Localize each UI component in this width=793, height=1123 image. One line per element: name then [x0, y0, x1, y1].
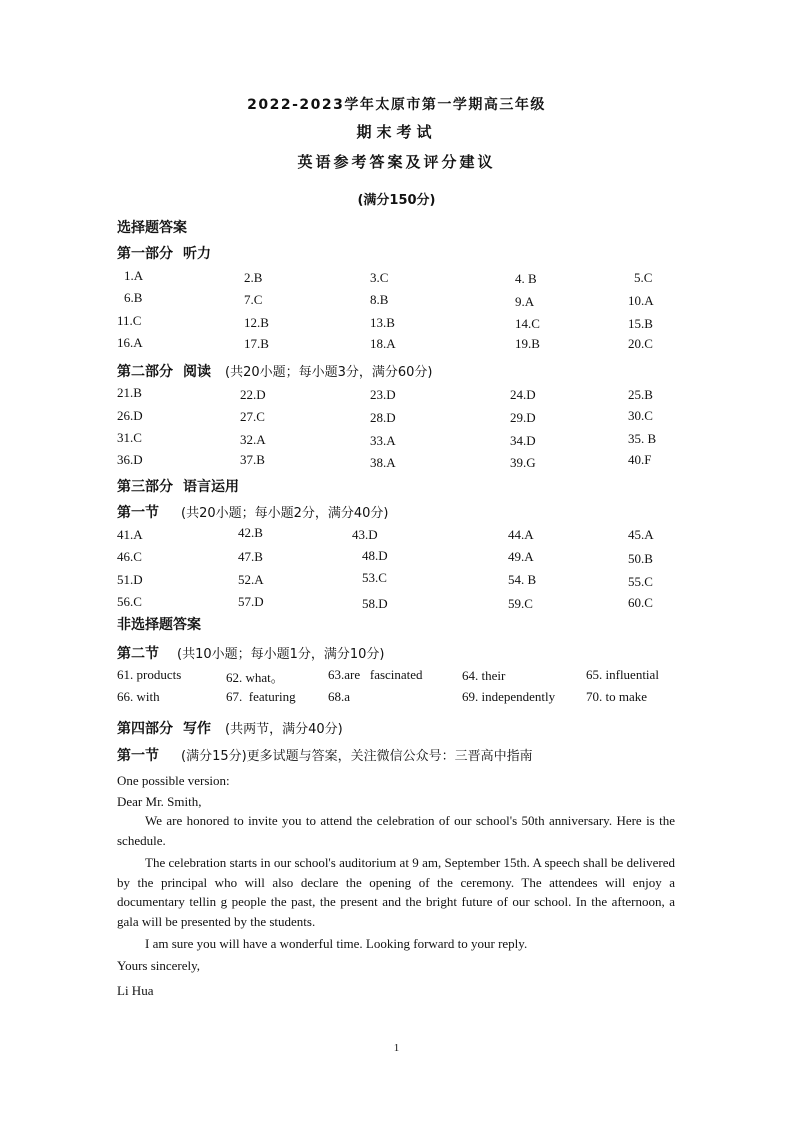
answer-item: 10.A — [628, 293, 654, 308]
answer-item: 55.C — [628, 574, 653, 589]
answer-item: 58.D — [362, 596, 388, 611]
part1-heading — [117, 243, 211, 263]
choice-section-title: 选择题答案 — [117, 220, 187, 236]
part4-name: 写作 — [183, 721, 211, 737]
answer-item: 19.B — [515, 336, 540, 351]
answer-item: 17.B — [244, 336, 269, 351]
answer-item: 28.D — [370, 410, 396, 425]
answer-item: 13.B — [370, 315, 395, 330]
answer-item: 42.B — [238, 525, 263, 540]
doc-title-line2: 期末考试 — [356, 123, 437, 141]
answer-item: 21.B — [117, 385, 142, 400]
essay-greeting: Dear Mr. Smith, — [117, 794, 202, 809]
answer-item: 9.A — [515, 294, 535, 309]
answer-item: 5.C — [634, 270, 653, 285]
answer-item: 34.D — [510, 433, 536, 448]
answer-item: 61. products — [117, 667, 182, 682]
part2-heading — [117, 361, 433, 381]
answer-item: 27.C — [240, 409, 265, 424]
answer-item: 51.D — [117, 572, 143, 587]
part4-section1-note: (满分15分)更多试题与答案，关注微信公众号：三晋高中指南 — [181, 749, 533, 764]
answer-item: 62. what。 — [226, 670, 284, 685]
answer-item: 32.A — [240, 432, 266, 447]
part1-name: 听力 — [183, 246, 211, 262]
answer-item: 50.B — [628, 551, 653, 566]
answer-item: 60.C — [628, 595, 653, 610]
answer-item: 1.A — [124, 268, 144, 283]
nonchoice-section-title: 非选择题答案 — [117, 617, 201, 633]
essay-paragraph-2: The celebration starts in our school's auditorium at 9 am, September 15th. A speech shall be delivered by the principal who will also declare the opening of the ceremony. The attendees will enjoy a documentary tellin g people the past, the present and the bright future of our school. In the afternoon, a gala will be presented by the students. — [117, 855, 675, 929]
part2-name: 阅读 — [183, 364, 211, 380]
answer-item: 70. to make — [586, 689, 648, 704]
answer-item: 40.F — [628, 452, 652, 467]
answer-item: 14.C — [515, 316, 540, 331]
answer-item: 16.A — [117, 335, 143, 350]
answer-item: 8.B — [370, 292, 389, 307]
answer-item: 67. featuring — [226, 689, 296, 704]
part4-note: (共两节，满分40分) — [225, 722, 343, 737]
answer-item: 68.a — [328, 689, 351, 704]
answer-item: 15.B — [628, 316, 653, 331]
answer-item: 46.C — [117, 549, 142, 564]
answer-item: 18.A — [370, 336, 396, 351]
answer-item: 24.D — [510, 387, 536, 402]
part3-section2-note: (共10小题；每小题1分，满分10分) — [177, 647, 385, 662]
answer-item: 2.B — [244, 270, 263, 285]
answer-item: 33.A — [370, 433, 396, 448]
answer-item: 59.C — [508, 596, 533, 611]
doc-title-line3: 英语参考答案及评分建议 — [297, 153, 496, 171]
answer-item: 29.D — [510, 410, 536, 425]
answer-item: 20.C — [628, 336, 653, 351]
part3-heading — [117, 476, 239, 496]
answer-item: 36.D — [117, 452, 143, 467]
part4-heading — [117, 718, 343, 738]
answer-item: 64. their — [462, 668, 506, 683]
page-number: 1 — [393, 1042, 400, 1054]
answer-item: 69. independently — [462, 689, 556, 704]
answer-item: 37.B — [240, 452, 265, 467]
answer-item: 54. B — [508, 572, 537, 587]
part3-section1-note: (共20小题；每小题2分，满分40分) — [181, 506, 389, 521]
essay-intro: One possible version: — [117, 773, 230, 788]
part3-name: 语言运用 — [183, 479, 239, 495]
essay-signature: Li Hua — [117, 983, 154, 998]
answer-item: 23.D — [370, 387, 396, 402]
answer-item: 63.are fascinated — [328, 667, 423, 682]
part3-section1-heading — [117, 502, 389, 522]
answer-item: 31.C — [117, 430, 142, 445]
answer-item: 43.D — [352, 527, 378, 542]
answer-item: 53.C — [362, 570, 387, 585]
answer-item: 38.A — [370, 455, 396, 470]
answer-item: 12.B — [244, 315, 269, 330]
answer-item: 30.C — [628, 408, 653, 423]
part4-section1-title: 第一节 — [117, 748, 159, 764]
answer-item: 35. B — [628, 431, 657, 446]
answer-item: 22.D — [240, 387, 266, 402]
answer-item: 39.G — [510, 455, 536, 470]
answer-item: 6.B — [124, 290, 143, 305]
answer-item: 25.B — [628, 387, 653, 402]
part4-title: 第四部分 — [117, 721, 173, 737]
answer-item: 7.C — [244, 292, 263, 307]
answer-item: 11.C — [117, 313, 142, 328]
part2-title: 第二部分 — [117, 364, 173, 380]
answer-item: 48.D — [362, 548, 388, 563]
part2-note: (共20小题；每小题3分，满分60分) — [225, 365, 433, 380]
doc-title-line1: 2022-2023学年太原市第一学期高三年级 — [247, 97, 546, 113]
answer-item: 49.A — [508, 549, 534, 564]
part3-section2-heading — [117, 643, 385, 663]
essay-paragraph-1: We are honored to invite you to attend the celebration of our school's 50th anniversary. Here is the schedule. — [117, 813, 675, 848]
full-score: (满分150分) — [357, 193, 436, 208]
part4-section1-heading — [117, 745, 533, 765]
essay-closing: Yours sincerely, — [117, 958, 201, 973]
answer-item: 57.D — [238, 594, 264, 609]
answer-item: 66. with — [117, 689, 160, 704]
answer-item: 45.A — [628, 527, 654, 542]
answer-item: 44.A — [508, 527, 534, 542]
part1-title: 第一部分 — [117, 246, 173, 262]
answer-item: 47.B — [238, 549, 263, 564]
answer-item: 26.D — [117, 408, 143, 423]
part3-section2-title: 第二节 — [117, 646, 159, 662]
part3-section1-title: 第一节 — [117, 505, 159, 521]
answer-item: 52.A — [238, 572, 264, 587]
essay-paragraph-3: I am sure you will have a wonderful time. Looking forward to your reply. — [145, 936, 528, 951]
answer-item: 3.C — [370, 270, 389, 285]
answer-item: 56.C — [117, 594, 142, 609]
answer-item: 65. influential — [586, 667, 659, 682]
answer-item: 41.A — [117, 527, 143, 542]
part3-title: 第三部分 — [117, 479, 173, 495]
answer-item: 4. B — [515, 271, 537, 286]
